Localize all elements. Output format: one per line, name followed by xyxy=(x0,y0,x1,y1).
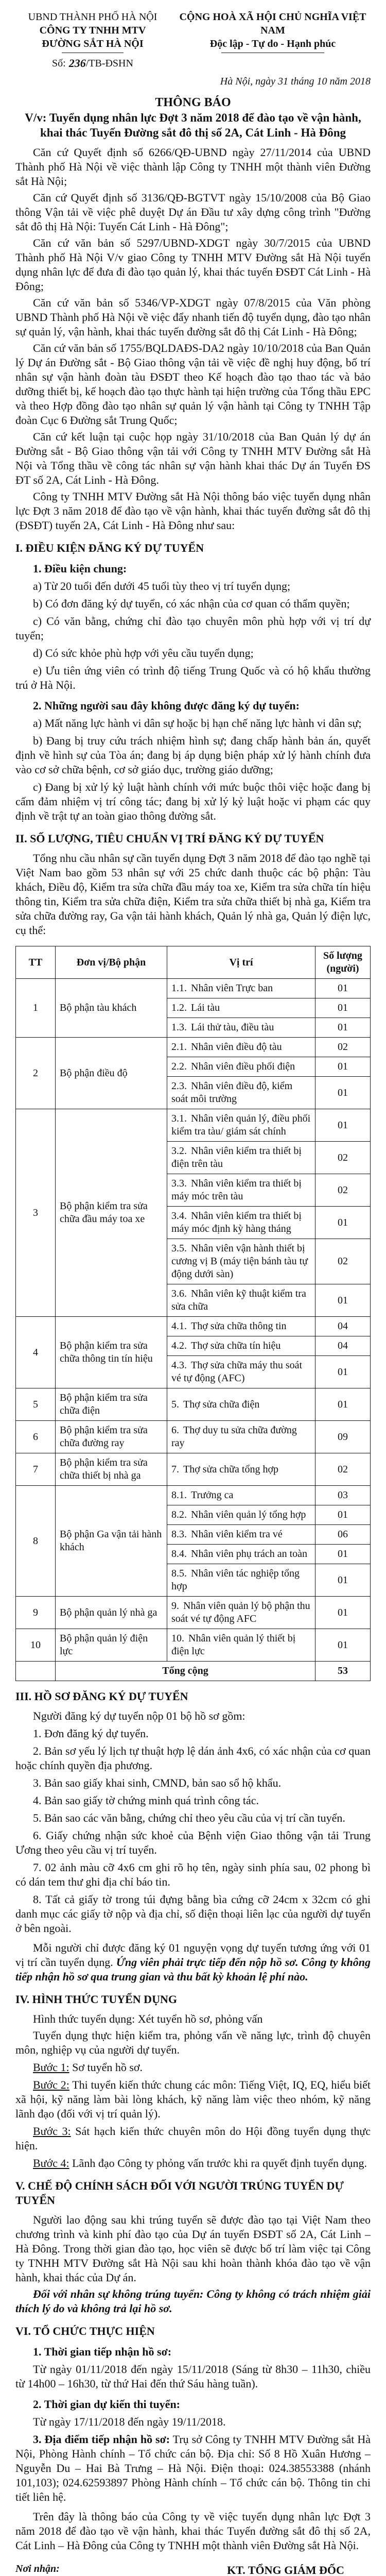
position-label: Nhân viên kiểm tra thiết bị máy móc định kỳ hàng tháng xyxy=(171,1210,302,1234)
cell-tt: 7 xyxy=(16,1453,56,1486)
cell-position xyxy=(167,1038,315,1057)
cell-quantity: 01 xyxy=(315,1356,371,1388)
position-number: 1.1. xyxy=(171,982,187,994)
dossier-item: 3. Bản sao giấy khai sinh, CMND, bản sao sổ hộ khẩu. xyxy=(33,1776,282,1789)
cell-position xyxy=(167,1142,315,1174)
document-header xyxy=(15,10,371,71)
step-text: Thi tuyển kiến thức chung các môn: Tiếng Việt, IQ, EQ, hiểu biết xã hội, kỹ năng làm bài lòng khách, kỹ năng làm việc theo nhóm, kỹ năng lãnh đạo (đối với vị trí quản lý). xyxy=(15,2078,371,2120)
position-label: Nhân viên quản lý thiết bị điện lực xyxy=(171,1633,296,1657)
dossier-item: 1. Đơn đăng ký dự tuyển. xyxy=(33,1727,149,1740)
col-unit: Đơn vị/Bộ phận xyxy=(56,946,167,979)
section-3-intro: Người đăng ký dự tuyển nộp 01 bộ hồ sơ gồm: xyxy=(33,1709,245,1722)
cell-unit: Bộ phận kiểm tra sửa chữa thiết bị nhà ga xyxy=(56,1453,167,1486)
cell-position xyxy=(167,1109,315,1142)
section-5-text: Người lao động sau khi trúng tuyển sẽ được đào tạo tại Việt Nam theo chương trình và kinh phí đào tạo của Dự án tuyến ĐSĐT số 2A, Cát Linh – Hà Đông. Trong thời gian đào tạo, học viên sẽ được bố trí làm việc tại Công ty TNHH MTV Đường sắt Hà Nội sau khi hoàn thành khóa đào tạo về vận hành, khai thác của Dự án. xyxy=(15,2213,371,2284)
position-label: Thợ duy tu sửa chữa đường ray xyxy=(171,1425,297,1449)
step-label: Bước 3: xyxy=(33,2125,71,2138)
step-item xyxy=(15,2156,371,2171)
position-label: Nhân viên Trực ban xyxy=(191,982,273,994)
step-text: Sát hạch kiến thức chuyên môn do Hội đồng tuyển dụng thực hiện. xyxy=(15,2125,371,2152)
country-name: CỘNG HOÀ XÃ HỘI CHỦ NGHĨA VIỆT NAM xyxy=(179,11,366,36)
cell-position xyxy=(167,1597,315,1629)
section-6-sub-2: 2. Thời gian dự kiến thi tuyển: xyxy=(33,2398,180,2411)
dossier-item: 8. Tất cả giấy tờ trong túi đựng bằng bìa cứng cỡ 24cm x 32cm có ghi danh mục các giấy tờ nộp và địa chỉ, số điện thoại liên lạc của người dự tuyển ở bên ngoài. xyxy=(15,1893,371,1935)
table-header-row xyxy=(16,946,371,979)
cell-quantity: 01 xyxy=(315,1505,371,1525)
cell-tt: 1 xyxy=(16,979,56,1038)
section-4-detail: Tuyển dụng thực hiện kiểm tra, phỏng vấn về năng lực, trình độ chuyên môn, nghiệp vụ của người dự tuyển. xyxy=(15,2029,371,2056)
closing-paragraph: Trên đây là thông báo của Công ty về việc tuyển dụng nhân lực Đợt 3 năm 2018 để đào tạo về vận hành, khai thác Tuyến đường sắt đô thị số 2A, Cát Linh – Hà Đông của Công ty TNHH một thành viên Đường sắt Hà Nội. xyxy=(15,2510,371,2552)
cell-position xyxy=(167,1356,315,1388)
note-plain: Mỗi người chỉ được đăng ký 01 nguyện vọng dự tuyển tương ứng với 01 vị trí cần tuyển dụng. xyxy=(15,1941,371,1969)
section-3-note xyxy=(15,1941,371,1984)
table-row xyxy=(16,1038,371,1057)
cell-quantity: 03 xyxy=(315,1486,371,1505)
position-label: Nhân viên quản lý tổng hợp xyxy=(191,1509,306,1520)
cell-quantity: 01 xyxy=(315,1057,371,1077)
position-number: 3.2. xyxy=(171,1145,187,1157)
table-row xyxy=(16,1109,371,1142)
section-6-sub-1: 1. Thời gian tiếp nhận hồ sơ: xyxy=(33,2345,172,2358)
position-number: 3.6. xyxy=(171,1288,187,1299)
cell-quantity: 01 xyxy=(315,1077,371,1109)
cell-tt: 3 xyxy=(16,1109,56,1317)
table-row xyxy=(16,1388,371,1421)
cell-tt: 10 xyxy=(16,1629,56,1662)
cell-tt: 5 xyxy=(16,1388,56,1421)
cell-position xyxy=(167,1057,315,1077)
cell-position xyxy=(167,1077,315,1109)
condition-item: d) Có sức khỏe phù hợp với yêu cầu tuyển dụng; xyxy=(33,647,254,659)
document-title: THÔNG BÁO xyxy=(155,96,231,109)
dossier-item: 4. Bản sao giấy tờ chứng minh quá trình công tác. xyxy=(33,1794,259,1807)
step-label: Bước 4: xyxy=(33,2157,69,2170)
position-label: Thợ sửa chữa tín hiệu xyxy=(191,1340,281,1351)
position-number: 7. xyxy=(171,1463,179,1475)
cell-position xyxy=(167,998,315,1018)
position-number: 8.2. xyxy=(171,1509,187,1520)
step-label: Bước 1: xyxy=(33,2061,69,2074)
preamble-item: Căn cứ văn bản số 5346/VP-XDGT ngày 07/8/2015 của Văn phòng UBND Thành phố Hà Nội về việc đẩy nhanh tiến độ tuyển dụng, đào tạo nhân sự quản lý, vận hành, khai thác tuyến đường sắt đô thị Cát Linh - Hà Đông; xyxy=(15,296,371,338)
position-number: 5. xyxy=(171,1398,179,1410)
cell-quantity: 02 xyxy=(315,1453,371,1486)
exclusion-item: b) Đang bị truy cứu trách nhiệm hình sự; đang chấp hành bản án, quyết định về hình sự của Tòa án; đang bị áp dụng biện pháp xử lý hành chính đưa vào cơ sở chữa bệnh, cơ sở giáo dục, trường giáo dưỡng; xyxy=(15,734,371,776)
issuer-block xyxy=(15,10,170,71)
cell-position xyxy=(167,1486,315,1505)
cell-position xyxy=(167,1525,315,1545)
recipients-title: Nơi nhận: xyxy=(15,2563,60,2574)
position-number: 8.1. xyxy=(171,1489,187,1501)
position-label: Lái thử tàu, điều tàu xyxy=(191,1022,274,1033)
document-date: Hà Nội, ngày 31 tháng 10 năm 2018 xyxy=(220,76,371,87)
position-label: Nhân viên kiểm tra thiết bị điện trên tàu xyxy=(171,1145,302,1170)
cell-position xyxy=(167,1629,315,1662)
cell-position xyxy=(167,1505,315,1525)
col-position: Vị trí xyxy=(167,946,315,979)
position-label: Nhân viên quản lý bộ phận thu soát vé tự động AFC xyxy=(171,1600,310,1624)
section-2-title: II. SỐ LƯỢNG, TIÊU CHUẨN VỊ TRÍ ĐĂNG KÝ DỰ TUYỂN xyxy=(15,832,324,845)
position-label: Thợ sửa chữa tổng hợp xyxy=(183,1463,279,1475)
cell-unit: Bộ phận tàu khách xyxy=(56,979,167,1038)
position-label: Thợ sửa chữa điện xyxy=(183,1398,260,1410)
position-label: Nhân viên điều phối điện xyxy=(191,1061,295,1072)
section-6-text-1: Từ ngày 01/11/2018 đến ngày 15/11/2018 (Sáng từ 8h30 – 11h30, chiều từ 14h00 – 16h30, từ thứ Hai đến thứ Sáu hàng tuần). xyxy=(15,2363,371,2390)
signer-block xyxy=(201,2563,371,2576)
cell-unit: Bộ phận kiểm tra sửa chữa thông tin tín hiệu xyxy=(56,1317,167,1388)
preamble-item: Công ty TNHH MTV Đường sắt Hà Nội thông báo việc tuyển dụng nhân lực Đợt 3 năm 2018 để đào tạo về vận hành, khai thác tuyến đường sắt đô thị (ĐSĐT) tuyến 2A, Cát Linh - Hà Đông như sau: xyxy=(15,490,371,532)
cell-position xyxy=(167,1336,315,1356)
position-number: 9. xyxy=(171,1600,179,1612)
cell-quantity: 01 xyxy=(315,1545,371,1564)
step-label: Bước 2: xyxy=(33,2078,69,2091)
position-label: Nhân viên tác nghiệp tổng hợp xyxy=(171,1568,300,1592)
position-label: Thợ sửa chữa thông tin xyxy=(191,1320,287,1332)
table-row xyxy=(16,1486,371,1505)
position-number: 8.3. xyxy=(171,1529,187,1540)
exclusion-item: a) Mất năng lực hành vi dân sự hoặc bị hạn chế năng lực hành vi dân sự; xyxy=(33,717,362,730)
table-row xyxy=(16,979,371,998)
signature-area xyxy=(15,2563,371,2576)
cell-quantity: 01 xyxy=(315,1018,371,1038)
table-row xyxy=(16,1317,371,1336)
cell-empty xyxy=(16,1662,56,1681)
cell-position xyxy=(167,1207,315,1239)
section-4-intro: Hình thức tuyển dụng: Xét tuyển hồ sơ, phỏng vấn xyxy=(33,2012,263,2025)
table-row xyxy=(16,1421,371,1453)
position-label: Nhân viên quản lý, điều phối kiểm tra tàu/ giám sát chính xyxy=(171,1113,311,1137)
position-number: 8.5. xyxy=(171,1568,187,1579)
section-4-title: IV. HÌNH THỨC TUYỂN DỤNG xyxy=(15,1993,177,2006)
total-value: 53 xyxy=(315,1662,371,1681)
cell-position xyxy=(167,1421,315,1453)
step-item xyxy=(15,2124,371,2153)
national-motto: Độc lập - Tự do - Hạnh phúc xyxy=(209,38,336,49)
position-number: 3.1. xyxy=(171,1113,187,1124)
position-number: 2.2. xyxy=(171,1061,187,1072)
signer-title-1: KT. TỔNG GIÁM ĐỐC xyxy=(227,2564,344,2576)
section-6-sub-3: 3. Địa điểm tiếp nhận hồ sơ: xyxy=(33,2433,170,2446)
position-number: 3.4. xyxy=(171,1210,187,1222)
doc-no-value: 236 xyxy=(68,57,86,70)
preamble-item: Căn cứ kết luận tại cuộc họp ngày 31/10/2018 của Ban Quản lý dự án Đường sắt - Bộ Giao thông vận tải với Công ty TNHH MTV Đường sắt Hà Nội và Tổng thầu về công tác nhân sự vận hành khai thác Dự án Tuyến ĐS ĐT số 2A, Cát Linh - Hà Đông. xyxy=(15,430,371,486)
col-quantity: Số lượng (người) xyxy=(315,946,371,979)
positions-table xyxy=(15,946,371,1681)
condition-item: e) Ưu tiên ứng viên có trình độ tiếng Trung Quốc và có hộ khẩu thường trú ở Hà Nội. xyxy=(15,664,371,691)
cell-quantity: 01 xyxy=(315,1388,371,1421)
cell-position xyxy=(167,1388,315,1421)
cell-position xyxy=(167,1453,315,1486)
position-label: Nhân viên kỹ thuật kiểm tra sửa chữa xyxy=(171,1288,306,1312)
cell-position xyxy=(167,1284,315,1317)
cell-unit: Bộ phận kiểm tra sửa chữa điện xyxy=(56,1388,167,1421)
position-label: Lái tàu xyxy=(191,1002,220,1013)
dossier-item: 6. Giấy chứng nhận sức khoẻ của Bệnh viện Giao thông vận tải Trung Ương theo yêu cầu vị trí tuyển. xyxy=(15,1829,371,1856)
cell-position xyxy=(167,1018,315,1038)
cell-quantity: 01 xyxy=(315,979,371,998)
cell-quantity: 01 xyxy=(315,1564,371,1597)
preamble xyxy=(15,145,371,533)
section-2-intro: Tổng nhu cầu nhân sự cần tuyển dụng Đợt 3 năm 2018 để đào tạo nghề tại Việt Nam bao gồm 53 nhân sự với 25 chức danh thuộc các bộ phận: Tàu khách, Điều độ, Kiểm tra sửa chữa đầu máy toa xe, Kiểm tra sửa chữa tín hiệu thông tin, Kiểm tra sửa chữa điện, Kiểm tra sửa chữa thiết bị nhà ga, Kiểm tra sửa chữa đường ray, Ga vận tải hành khách, Quản lý nhà ga, Quản lý điện lực, cụ thể: xyxy=(15,852,371,937)
cell-tt: 4 xyxy=(16,1317,56,1388)
condition-item: a) Từ 20 tuổi đến dưới 45 tuổi tùy theo vị trí tuyển dụng; xyxy=(33,580,291,592)
cell-quantity: 01 xyxy=(315,1207,371,1239)
cell-position xyxy=(167,1545,315,1564)
position-number: 10. xyxy=(171,1633,184,1644)
position-number: 8.4. xyxy=(171,1548,187,1560)
position-label: Trưởng ca xyxy=(191,1489,234,1501)
position-label: Nhân viên kiểm tra thiết bị máy móc trên tàu xyxy=(171,1178,302,1202)
document-subject: V/v: Tuyển dụng nhân lực Đợt 3 năm 2018 để đào tạo về vận hành, khai thác Tuyến Đường sắt đô thị số 2A, Cát Linh - Hà Đông xyxy=(25,111,361,139)
doc-no-suffix: /TB-ĐSHN xyxy=(85,58,133,69)
position-number: 2.1. xyxy=(171,1041,187,1053)
note-emphasis: Ứng viên phải trực tiếp đến nộp hồ sơ. Công ty không tiếp nhận hồ sơ qua trung gian và thu bất kỳ khoản lệ phí nào. xyxy=(15,1956,371,1983)
position-number: 4.3. xyxy=(171,1360,187,1371)
section-6-item-3 xyxy=(15,2432,371,2504)
cell-quantity: 01 xyxy=(315,1597,371,1629)
cell-quantity: 01 xyxy=(315,1629,371,1662)
positions-table-body xyxy=(16,979,371,1681)
position-number: 6. xyxy=(171,1425,179,1436)
cell-quantity: 01 xyxy=(315,998,371,1018)
step-text: Sơ tuyển hồ sơ. xyxy=(69,2061,143,2074)
recipients-list xyxy=(15,2563,175,2576)
dossier-item: 2. Bản sơ yếu lý lịch tự thuật hợp lệ dán ảnh 4x6, có xác nhận của cơ quan hoặc chính quyền địa phương. xyxy=(15,1744,371,1772)
cell-position xyxy=(167,1174,315,1207)
parent-org: UBND THÀNH PHỐ HÀ NỘI xyxy=(28,11,157,23)
position-number: 4.1. xyxy=(171,1320,187,1332)
cell-quantity: 06 xyxy=(315,1525,371,1545)
position-label: Nhân viên kiểm tra vé xyxy=(191,1529,283,1540)
section-6-text-3: Trụ sở Công ty TNHH MTV Đường sắt Hà Nội, Phòng Hành chính – Tổ chức cán bộ. Địa chỉ: Số 8 Hồ Xuân Hương – Nguyễn Du – Hai Bà Trưng – Hà Nội. Điện thoại: 024.38553388 (nhánh 101,103); 024.62593897 Phòng Hành chính – Tổ chức cán bộ. Thông tin chi tiết liên hệ. xyxy=(15,2433,371,2503)
position-label: Nhân viên vận hành thiết bị cương vị B (máy tiện bánh tàu tự động dưới sàn) xyxy=(171,1243,308,1280)
cell-unit: Bộ phận Ga vận tải hành khách xyxy=(56,1486,167,1597)
position-number: 4.2. xyxy=(171,1340,187,1351)
position-label: Nhân viên điều độ tàu xyxy=(191,1041,282,1053)
cell-position xyxy=(167,1317,315,1336)
cell-tt: 8 xyxy=(16,1486,56,1597)
position-number: 2.3. xyxy=(171,1080,187,1092)
recipient-item xyxy=(15,2575,175,2576)
cell-quantity: 02 xyxy=(315,1239,371,1284)
position-number: 3.3. xyxy=(171,1178,187,1189)
section-6-text-2: Từ ngày 17/11/2018 đến ngày 19/11/2018. xyxy=(33,2415,226,2428)
cell-tt: 2 xyxy=(16,1038,56,1109)
document-number xyxy=(15,56,170,71)
section-5-note: Đối với nhân sự không trúng tuyển: Công ty không có trách nhiệm giải thích lý do và không trả lại hồ sơ. xyxy=(15,2287,371,2315)
dossier-item: 7. 02 ảnh màu cỡ 4x6 cm ghi rõ họ tên, ngày sinh phía sau, 02 phong bì có dán tem thư ghi địa chỉ báo tin. xyxy=(15,1861,371,1888)
step-text: Lãnh đạo Công ty phỏng vấn trước khi ra quyết định tuyển dụng. xyxy=(69,2157,367,2170)
step-item xyxy=(15,2078,371,2121)
cell-quantity: 09 xyxy=(315,1421,371,1453)
cell-unit: Bộ phận kiểm tra sửa chữa đường ray xyxy=(56,1421,167,1453)
cell-quantity: 01 xyxy=(315,1284,371,1317)
cell-quantity: 02 xyxy=(315,1142,371,1174)
section-6-title: VI. TỔ CHỨC THỰC HIỆN xyxy=(15,2325,155,2337)
preamble-item: Căn cứ văn bản số 5297/UBND-XDGT ngày 30/7/2015 của UBND Thành phố Hà Nội V/v giao Công ty TNHH MTV Đường sắt Hà Nội tuyển dụng nhân lực để đưa đi đào tạo quản lý, khai thác tuyến ĐSĐT Cát Linh - Hà Đông; xyxy=(15,236,371,293)
position-number: 3.5. xyxy=(171,1243,187,1254)
cell-position xyxy=(167,1564,315,1597)
preamble-item: Căn cứ Quyết định số 6266/QĐ-UBND ngày 27/11/2014 của UBND Thành phố Hà Nội về việc thành lập Công ty TNHH một thành viên Đường sắt Hà Nội; xyxy=(15,146,371,188)
cell-tt: 6 xyxy=(16,1421,56,1453)
step-item xyxy=(15,2060,371,2075)
cell-quantity: 04 xyxy=(315,1317,371,1336)
national-block xyxy=(175,10,371,56)
total-label: Tổng cộng xyxy=(56,1662,315,1681)
table-row xyxy=(16,1629,371,1662)
preamble-item: Căn cứ văn bản số 1755/BQLDAĐS-DA2 ngày 10/10/2018 của Ban Quản lý Dự án Đường sắt - Bộ Giao thông vận tải về việc đề nghị huy động, bố trí nhân sự vận hành đoàn tàu ĐSĐT theo Kế hoạch đào tạo thao tác và bảo dưỡng thiết bị, kế hoạch đào tạo thực hành tại hiện trường của Tổng thầu EPC và theo Hợp đồng đào tạo nhân sự quản lý vận hành tại Công ty TNHH Tập đoàn Cục 6 Đường sắt Trung Quốc; xyxy=(15,342,371,427)
col-tt: TT xyxy=(16,946,56,979)
cell-position xyxy=(167,979,315,998)
cell-unit: Bộ phận kiểm tra sửa chữa đầu máy toa xe xyxy=(56,1109,167,1317)
cell-tt: 9 xyxy=(16,1597,56,1629)
section-1-title: I. ĐIỀU KIỆN ĐĂNG KÝ DỰ TUYỂN xyxy=(15,541,204,554)
cell-quantity: 02 xyxy=(315,1174,371,1207)
position-number: 1.3. xyxy=(171,1022,187,1033)
position-label: Nhân viên phụ trách an toàn xyxy=(191,1548,308,1560)
cell-unit: Bộ phận quản lý điện lực xyxy=(56,1629,167,1662)
condition-item: b) Có đơn đăng ký dự tuyển, có xác nhận của cơ quan có thẩm quyền; xyxy=(33,597,350,610)
company-line-1: CÔNG TY TNHH MTV xyxy=(39,25,146,36)
condition-item: c) Có văn bằng, chứng chỉ đào tạo chuyên môn phù hợp với vị trí dự tuyển; xyxy=(15,615,371,642)
table-row xyxy=(16,1597,371,1629)
position-label: Thợ sửa chữa máy thu soát vé tự động (AFC) xyxy=(171,1360,303,1384)
cell-quantity: 04 xyxy=(315,1336,371,1356)
cell-position xyxy=(167,1239,315,1284)
section-3-title: III. HỒ SƠ ĐĂNG KÝ DỰ TUYỂN xyxy=(15,1690,188,1703)
company-line-2: ĐƯỜNG SẮT HÀ NỘI xyxy=(42,38,144,49)
table-total-row xyxy=(16,1662,371,1681)
doc-no-label: Số: xyxy=(52,58,66,69)
section-1-sub-2: 2. Những người sau đây không được đăng ký dự tuyển: xyxy=(33,699,300,712)
position-label: Nhân viên điều độ, kiểm soát môi trường xyxy=(171,1080,293,1105)
dossier-item: 5. Bản sao các văn bằng, chứng chỉ theo yêu cầu của vị trí cần tuyển. xyxy=(33,1811,345,1824)
table-row xyxy=(16,1453,371,1486)
preamble-item: Căn cứ Quyết định số 3136/QĐ-BGTVT ngày 15/10/2008 của Bộ Giao thông Vận tải về việc phê duyệt Dự án Đầu tư xây dựng công trình "Đường sắt đô thị Hà Nội: Tuyến Cát Linh - Hà Đông"; xyxy=(15,191,371,233)
cell-quantity: 02 xyxy=(315,1038,371,1057)
cell-unit: Bộ phận quản lý nhà ga xyxy=(56,1597,167,1629)
cell-unit: Bộ phận điều độ xyxy=(56,1038,167,1109)
position-number: 1.2. xyxy=(171,1002,187,1013)
exclusion-item: c) Đang bị xử lý kỷ luật hành chính với mức buộc thôi việc hoặc đang bị cấm đảm nhiệm vị trí công tác; đang bị xử lý kỷ luật hoặc vi phạm các quy định về trật tự an toàn giao thông đường sắt. xyxy=(15,781,371,822)
cell-quantity: 01 xyxy=(315,1109,371,1142)
section-5-title: V. CHẾ ĐỘ CHÍNH SÁCH ĐỐI VỚI NGƯỜI TRÚNG TUYỂN DỰ TUYỂN xyxy=(15,2179,344,2207)
section-1-sub-1: 1. Điều kiện chung: xyxy=(33,562,127,575)
